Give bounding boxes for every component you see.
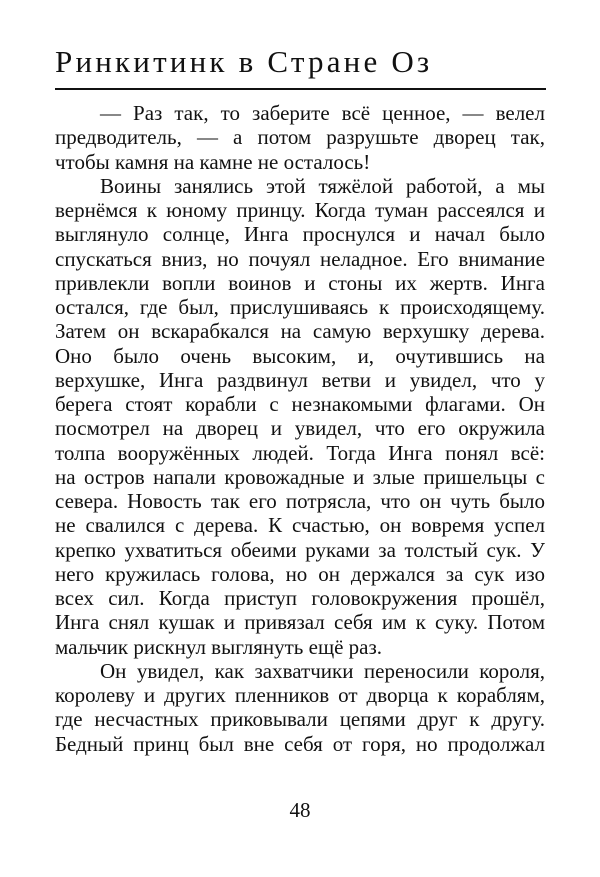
paragraph (55, 101, 545, 174)
text-line: всех сил. Когда приступ головокружения прошёл, (55, 586, 545, 610)
text-line: мальчик рискнул выглянуть ещё раз. (55, 634, 383, 659)
text-line: где несчастных приковывали цепями друг к другу. (55, 707, 545, 732)
body-text (55, 101, 545, 756)
text-line: вернёмся к юному принцу. Когда туман рассеялся и (55, 198, 545, 222)
page-number: 48 (289, 798, 311, 822)
text-line: спускаться вниз, но почуял неладное. Его внимание (55, 246, 545, 271)
text-line: выглянуло солнце, Инга проснулся и начал было (55, 222, 545, 247)
text-line: чтобы камня на камне не осталось! (55, 149, 371, 174)
text-line: Оно было очень высоким, и, очутившись на (55, 343, 545, 368)
text-line: толпа вооружённых людей. Тогда Инга понял всё: (55, 440, 545, 465)
text-line: верхушке, Инга раздвинул ветви и увидел, что у (55, 367, 545, 392)
text-line: Инга снял кушак и привязал себя им к суку. Потом (55, 610, 545, 635)
text-line: Воины занялись этой тяжёлой работой, а мы (100, 173, 545, 198)
text-line: на остров напали кровожадные и злые пришельцы с (55, 464, 545, 489)
text-line: Он увидел, как захватчики переносили короля, (100, 658, 545, 683)
text-line: Бедный принц был вне себя от горя, но продолжал (55, 731, 545, 756)
text-line: остался, где был, прислушиваясь к происходящему. (55, 295, 545, 319)
text-line: берега стоят корабли с незнакомыми флагами. Он (55, 392, 545, 416)
header-rule (55, 88, 546, 90)
text-line: привлекли вопли воинов и стоны их жертв. Инга (55, 270, 545, 295)
text-line: — Раз так, то заберите всё ценное, — велел (100, 101, 545, 125)
text-line: королеву и других пленников от дворца к кораблям, (55, 683, 545, 707)
text-line: севера. Новость так его потрясла, что он чуть было (55, 489, 545, 513)
paragraph (55, 659, 545, 756)
text-line: крепко ухватиться обеими руками за толстый сук. У (55, 537, 545, 562)
text-line: Затем он вскарабкался на самую верхушку дерева. (55, 319, 545, 344)
text-line: предводитель, — а потом разрушьте дворец так, (55, 125, 545, 150)
running-header-title: Ринкитинк в Стране Оз (55, 44, 433, 79)
paragraph (55, 174, 545, 659)
text-line: него кружилась голова, но он держался за сук изо (55, 561, 545, 586)
text-line: не свалился с дерева. К счастью, он вовремя успел (55, 513, 545, 538)
text-line: посмотрел на дворец и увидел, что его окружила (55, 416, 545, 441)
